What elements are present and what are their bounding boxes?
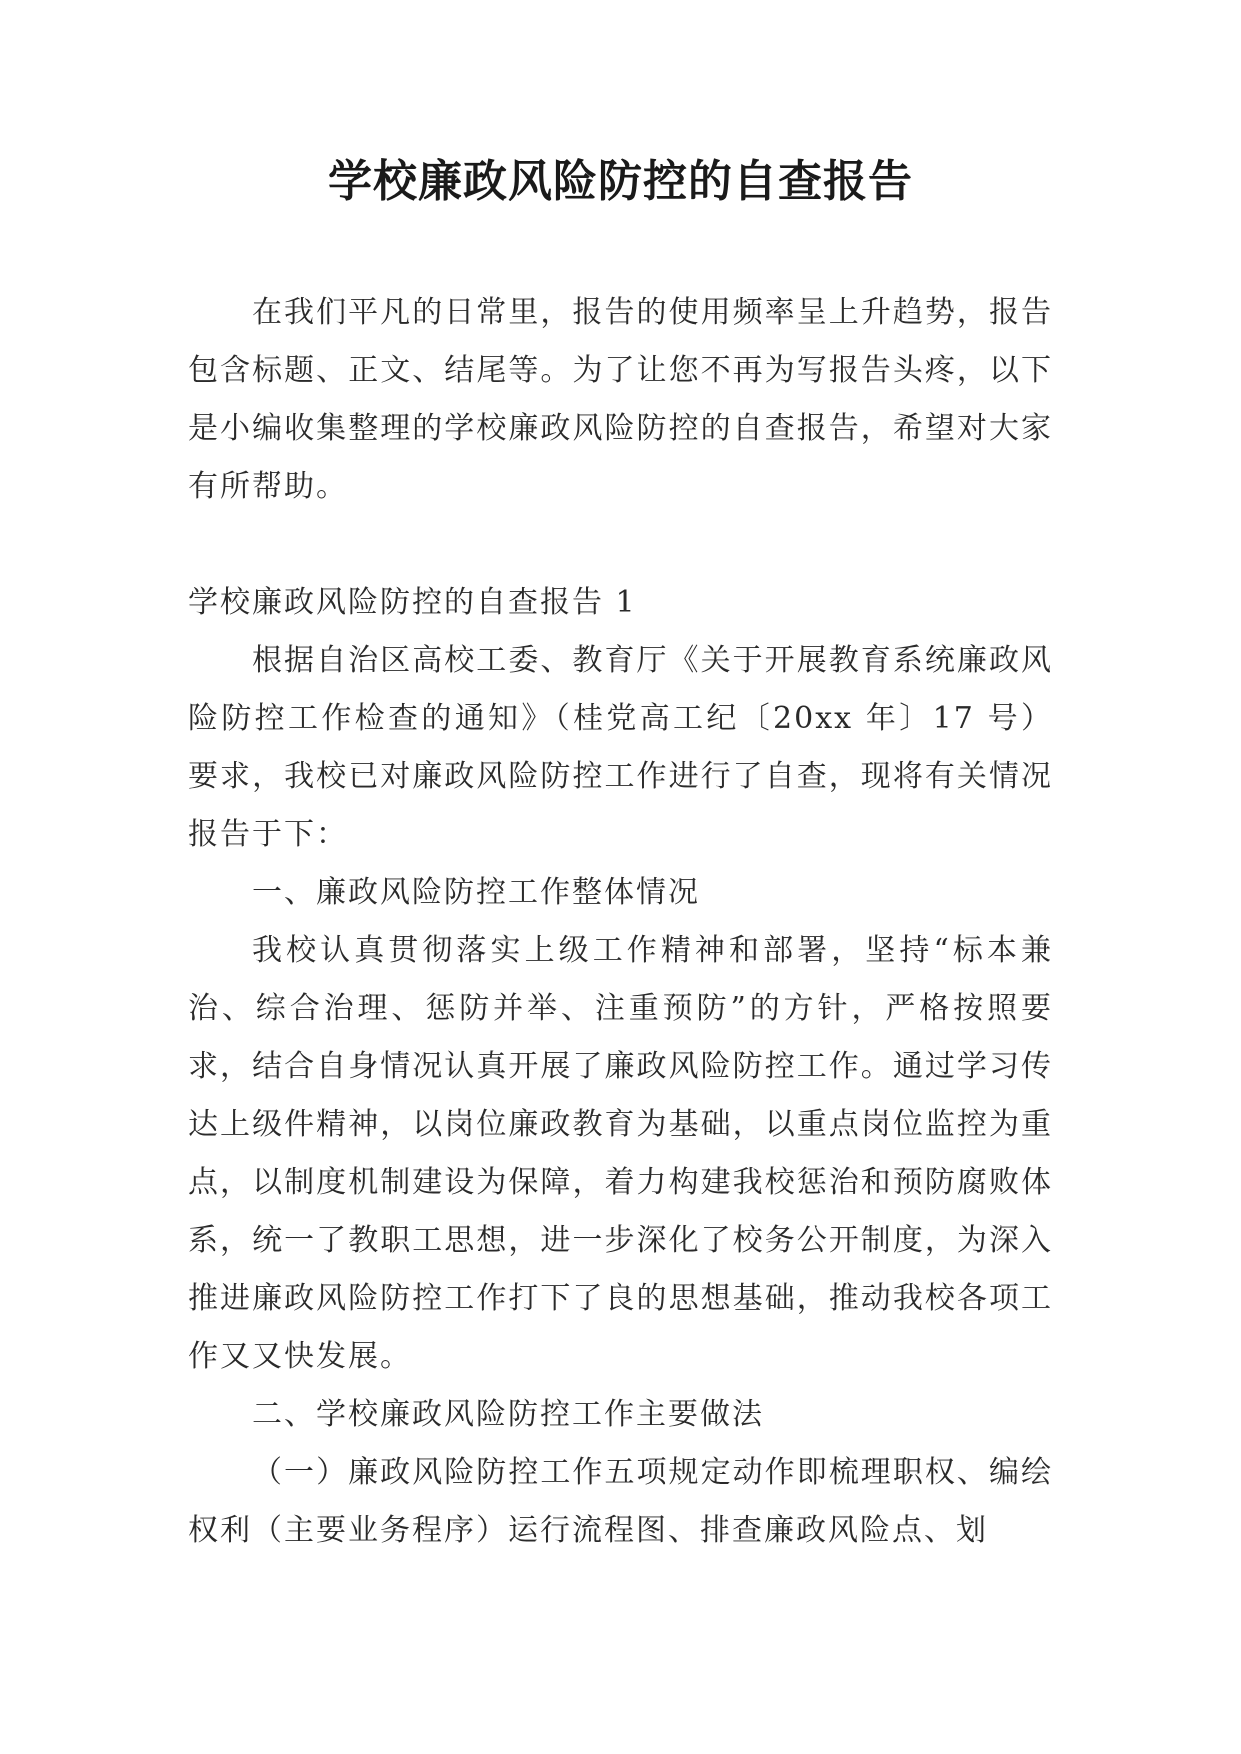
- heading-main-practices: 二、学校廉政风险防控工作主要做法: [252, 1397, 764, 1432]
- intro-paragraph: 在我们平凡的日常里，报告的使用频率呈上升趋势，报告包含标题、正文、结尾等。为了让您不再为写报告头疼，以下是小编收集整理的学校廉政风险防控的自查报告，希望对大家有所帮助。: [188, 295, 1053, 504]
- document-title: 学校廉政风险防控的自查报告: [328, 156, 913, 207]
- section-heading: 学校廉政风险防控的自查报告 1: [188, 585, 637, 620]
- document-body: [188, 284, 1053, 1560]
- body-paragraph: 根据自治区高校工委、教育厅《关于开展教育系统廉政风险防控工作检查的通知》（桂党高工纪〔20xx 年〕17 号）要求，我校已对廉政风险防控工作进行了自查，现将有关情况报告于下：: [188, 643, 1053, 852]
- body-paragraph: 我校认真贯彻落实上级工作精神和部署，坚持“标本兼治、综合治理、惩防并举、注重预防”的方针，严格按照要求，结合自身情况认真开展了廉政风险防控工作。通过学习传达上级件精神，以岗位廉政教育为基础，以重点岗位监控为重点，以制度机制建设为保障，着力构建我校惩治和预防腐败体系，统一了教职工思想，进一步深化了校务公开制度，为深入推进廉政风险防控工作打下了良的思想基础，推动我校各项工作又又快发展。: [188, 933, 1053, 1374]
- paragraph-spacer: [188, 516, 1053, 574]
- body-paragraph: （一）廉政风险防控工作五项规定动作即梳理职权、编绘权利（主要业务程序）运行流程图、排查廉政风险点、划: [188, 1455, 1053, 1548]
- heading-overall-situation: 一、廉政风险防控工作整体情况: [252, 875, 700, 910]
